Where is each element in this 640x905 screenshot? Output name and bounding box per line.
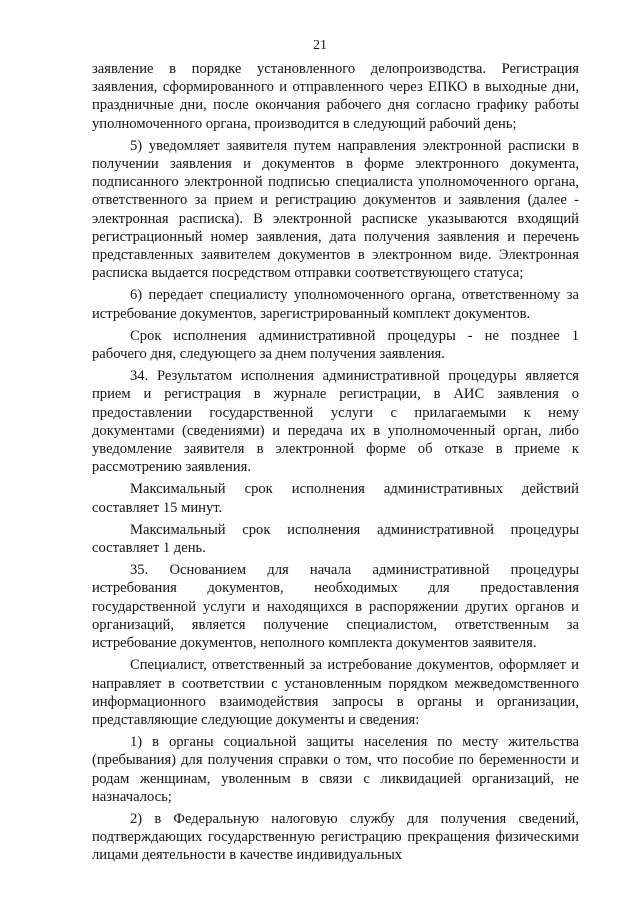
paragraph: 34. Результатом исполнения административной процедуры является прием и регистрация в журнале регистрации, в АИС заявления о предоставлении государственной услуги с прилагаемыми к нему документами (сведениями) и передача их в уполномоченный орган, либо уведомление заявителя в электронной форме об отказе в приеме к рассмотрению заявления. bbox=[92, 368, 579, 476]
document-body bbox=[92, 60, 579, 869]
paragraph: Срок исполнения административной процедуры - не позднее 1 рабочего дня, следующего за днем получения заявления. bbox=[92, 327, 579, 363]
page-number: 21 bbox=[313, 38, 327, 53]
paragraph: заявление в порядке установленного делопроизводства. Регистрация заявления, сформированного и отправленного через ЕПКО в выходные дни, праздничные дни, после окончания рабочего дня согласно графику работы уполномоченного органа, производится в следующий рабочий день; bbox=[92, 61, 579, 132]
paragraph: 2) в Федеральную налоговую службу для получения сведений, подтверждающих государственную регистрацию прекращения физическими лицами деятельности в качестве индивидуальных bbox=[92, 810, 579, 864]
paragraph: 6) передает специалисту уполномоченного органа, ответственному за истребование документов, зарегистрированный комплект документов. bbox=[92, 287, 579, 322]
paragraph: 5) уведомляет заявителя путем направления электронной расписки в получении заявления и документов в форме электронного документа, подписанного электронной подписью специалиста уполномоченного органа, ответственного за прием и регистрацию документов и заявления (далее - электронная расписка). В электронной расписке указываются входящий регистрационный номер заявления, дата получения заявления и перечень представленных заявителем документов в электронном виде. Электронная расписка выдается посредством отправки соответствующего статуса; bbox=[92, 137, 579, 282]
paragraph: Максимальный срок исполнения административной процедуры составляет 1 день. bbox=[92, 521, 579, 557]
paragraph: Максимальный срок исполнения административных действий составляет 15 минут. bbox=[92, 481, 579, 516]
paragraph: 1) в органы социальной защиты населения по месту жительства (пребывания) для получения справки о том, что пособие по беременности и родам женщинам, уволенным в связи с ликвидацией организаций, не назначалось; bbox=[92, 734, 579, 805]
paragraph: 35. Основанием для начала административной процедуры истребования документов, необходимых для предоставления государственной услуги и находящихся в распоряжении других органов и организаций, является получение специалистом, ответственным за истребование документов, неполного комплекта документов заявителя. bbox=[92, 562, 579, 652]
paragraph: Специалист, ответственный за истребование документов, оформляет и направляет в соответствии с установленным порядком межведомственного информационного взаимодействия запросы в органы и организации, представляющие следующие документы и сведения: bbox=[92, 657, 579, 728]
